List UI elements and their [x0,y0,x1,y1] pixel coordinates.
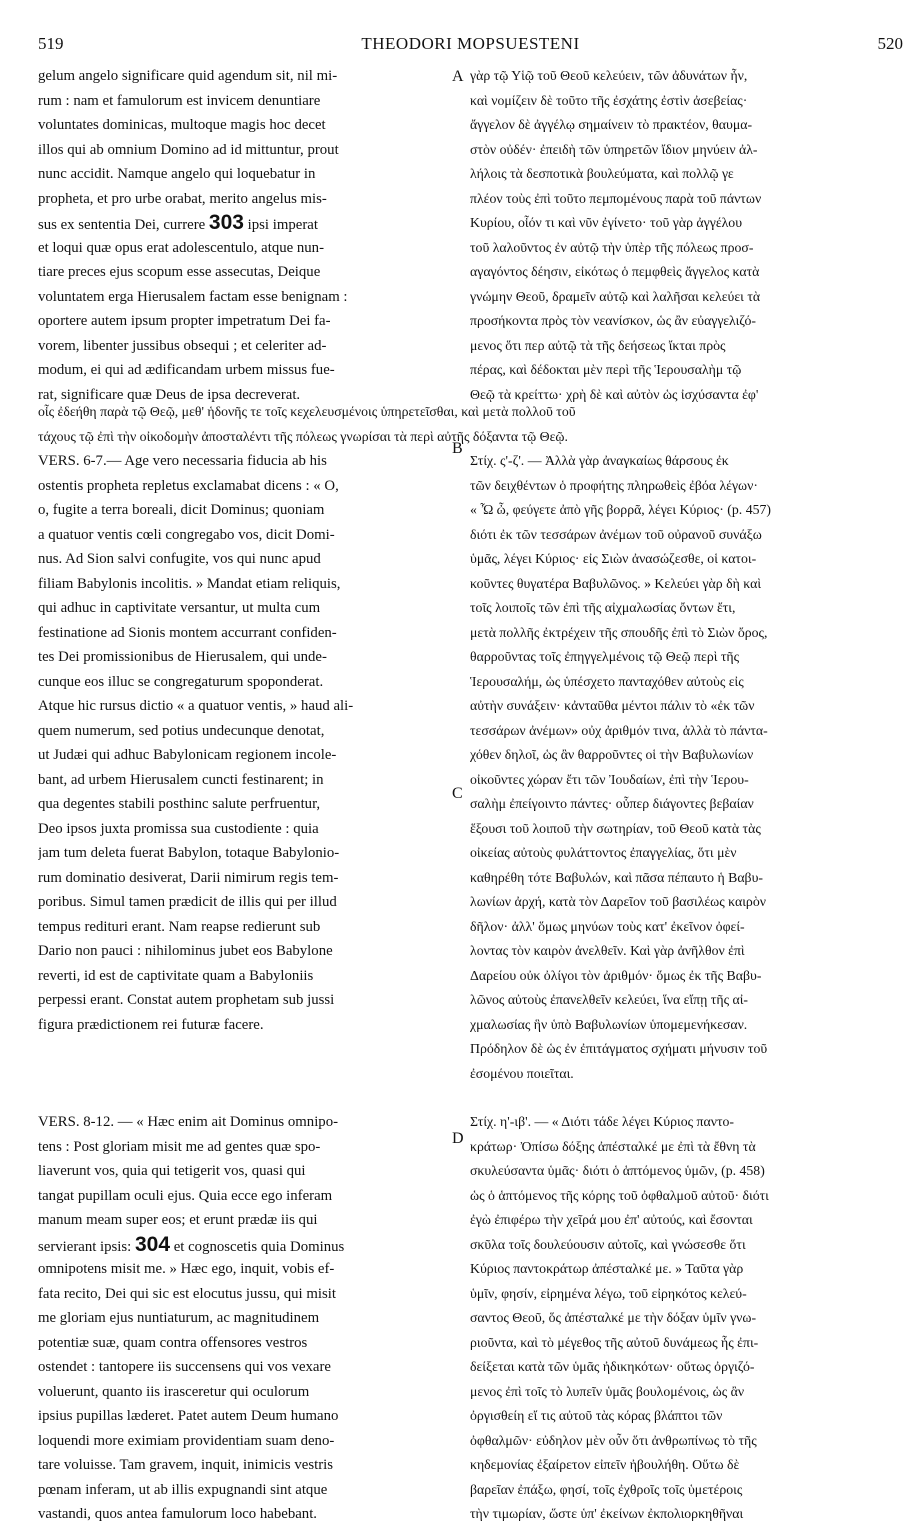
text-line: μετὰ πολλῆς ἐκτρέχειν τῆς σπουδῆς ἐπὶ τὸ Σιὼν ὄρος, [470,624,768,640]
text-line: illos qui ab omnium Domino ad id mittuntur, prout [38,141,339,158]
text-line: reverti, id est de captivitate quam a Babyloniis [38,967,314,984]
text-line: ἐγὼ ἐπιφέρω τὴν χεῖρά μου ἐπ' αὐτούς, καὶ ἔσονται [470,1212,753,1227]
latin-column-bottom [38,1110,454,1527]
text-line: τὴν τιμωρίαν, ὥστε ὑπ' ἐκείνων ἐκπολιορκηθῆναι [470,1506,744,1521]
text-line: rum : nam et famulorum est invicem denuntiare [38,92,321,109]
text-line: χόθεν δηλοῖ, ὡς ἂν θαρροῦντες οἱ τὴν Βαβυλωνίων [470,747,754,762]
text-line: VERS. 8-12. — « Hæc enim ait Dominus omnipo- [38,1114,339,1130]
text-line: μενος ὅτι περ αὐτῷ τὰ τῆς δεήσεως ἴκται πρὸς [470,337,726,353]
text-line: gelum angelo significare quid agendum sit, nil mi- [38,68,338,84]
text-line: στὸν οὐδέν· ἐπειδὴ τῶν ὑπηρετῶν ἴδιον μηνύειν ἀλ- [470,141,758,157]
text-line: τεσσάρων ἀνέμων» οὐχ ἀριθμόν τινα, ἀλλὰ τὸ πάντα- [470,722,768,738]
text-line: προσήκοντα πρὸς τὸν νεανίσκον, ὡς ἂν εὐαγγελιζό- [470,313,756,328]
text-line: ὡς ὁ ἁπτόμενος τῆς κόρης τοῦ ὀφθαλμοῦ αὐτοῦ· διότι [470,1187,769,1203]
text-line: tangat pupillam oculi ejus. Quia ecce ego inferam [38,1187,333,1204]
text-line: Στίχ. ς'-ζ'. — Ἀλλὰ γὰρ ἀναγκαίως θάρσους ἐκ [470,453,729,468]
margin-marker-c: C [452,785,463,802]
text-line: ὑμῖν, φησίν, εἰρημένα λέγω, τοῦ εἰρηκότος κελεύ- [470,1285,747,1301]
text-line: σαντος Θεοῦ, ὅς ἀπέσταλκέ με τὴν δόξαν ὑμῖν γνω- [470,1310,757,1325]
text-line: ὑμᾶς, λέγει Κύριος· εἰς Σιὼν ἀνασώζεσθε, οἱ κατοι- [470,551,757,566]
greek-column-middle [470,449,903,1086]
text-line: ὀφθαλμῶν· εὐδηλον μὲν οὖν ὅτι ἀνθρωπίνως τὸ τῆς [470,1432,757,1448]
text-segment: et cognoscetis quia Dominus [170,1238,345,1255]
text-line: ἐσομένου ποιεῖται. [470,1065,574,1081]
text-line: cunque eos illuc se congregaturum spoponderat. [38,673,324,690]
text-line: καὶ νομίζειν δὲ τοῦτο τῆς ἐσχάτης ἐστὶν ἀσεβείας· [470,92,748,108]
text-segment: sus ex sententia Dei, currere [38,217,209,233]
text-line: omnipotens misit me. » Hæc ego, inquit, vobis ef- [38,1261,335,1277]
text-line: οἷς ἐδεήθη παρὰ τῷ Θεῷ, μεθ' ἡδονῆς τε τοῖς κεχελευσμένοις ὑπηρετεῖσθαι, καὶ μετὰ πολλοῦ τοῦ [38,404,576,419]
text-line: quem numerum, sed potius undecunque denotat, [38,722,325,739]
text-line: χμαλωσίας ἣν ὑπὸ Βαβυλωνίων ὑπομεμενήκεσαν. [470,1016,748,1032]
text-line: nunc accidit. Namque angelo qui loquebatur in [38,166,316,182]
page-number-left: 519 [38,34,64,53]
text-line: voluntatem erga Hierusalem factam esse benignam : [38,288,348,305]
text-line: voluntates dominicas, multoque magis hoc decet [38,117,326,133]
text-line: αὐτὴν συνάξειν· κἀνταῦθα μέντοι πάλιν τὸ «ἐκ τῶν [470,698,755,713]
text-line: nus. Ad Sion salvi confugite, vos qui nunc apud [38,551,321,567]
text-line: Atque hic rursus dictio « a quatuor ventis, » haud ali- [38,698,354,714]
text-line: ἕξουσι τοῦ λοιποῦ τὴν σωτηρίαν, τοῦ Θεοῦ κατὰ τὰς [470,820,761,836]
text-line: Deo ipsos juxta promissa sua custodiente : quia [38,820,319,837]
text-line: tempus redituri erant. Nam reapse redierunt sub [38,918,321,935]
text-line: vorem, libenter jussibus obsequi ; et celeriter ad- [38,337,327,354]
text-line: tes Dei promissionibus de Hierusalem, qui unde- [38,649,327,665]
text-line: rum dominatio desiverat, Darii nimirum regis tem- [38,869,339,886]
text-line: λωνίων ἀρχή, κατὰ τὸν Δαρεῖον τοῦ βασιλέως καιρὸν [470,894,766,909]
text-line: tens : Post gloriam misit me ad gentes quæ spo- [38,1138,321,1155]
text-line: Στίχ. η'-ιβ'. — « Διότι τάδε λέγει Κύριος παντο- [470,1114,734,1129]
text-line: Θεῷ τὰ κρείττω· χρὴ δὲ καὶ αὐτὸν ὡς ἰσχύσαντα ἐφ' [470,386,759,402]
text-line: fata recito, Dei qui sic est elocutus jussu, qui misit [38,1285,336,1302]
text-line: pœnam inferam, ut ab illis expugnandi sint atque [38,1481,328,1498]
text-line: τοῦ λαλοῦντος ἐν αὐτῷ τὴν ὑπὲρ τῆς πόλεως προσ- [470,239,754,255]
latin-column-top [38,64,454,407]
text-line: vastandi, quos antea famulorum loco habebant. [38,1506,318,1522]
text-line: qui adhuc in captivitate versantur, ut multa cum [38,600,321,616]
text-line: figura prædictionem rei futuræ facere. [38,1016,264,1033]
text-line: bant, ad urbem Hierusalem cuncti festinarent; in [38,771,324,788]
text-line: VERS. 6-7.— Age vero necessaria fiducia ab his [38,453,327,469]
text-line: λῶνος αὐτοὺς ἐπανελθεῖν κελεύει, ἵνα εἴπῃ τῆς αἰ- [470,992,749,1007]
page-number-right: 520 [877,34,903,53]
text-line: μενος ἐπὶ τοῖς τὸ λυπεῖν ὑμᾶς βουλομένοις, ὡς ἂν [470,1383,745,1399]
text-line: potentiæ suæ, quam contra offensores vestros [38,1334,308,1351]
greek-column-bottom [470,1110,903,1527]
text-line: ipsius pupillas læderet. Patet autem Deum humano [38,1408,339,1424]
full-width-greek [38,400,903,449]
text-line: τῶν δειχθέντων ὁ προφήτης πληρωθεὶς ἐβόα λέγων· [470,477,758,493]
text-line: λήλοις τὰ δεσποτικὰ βουλεύματα, καὶ πολλῷ γε [470,166,734,181]
text-line: οἰκείας αὐτοὺς φυλάττοντος ἐπαγγελίας, ὅτι μὲν [470,845,737,860]
text-line: σκῦλα τοῖς δουλεύουσιν αὐτοῖς, καὶ γνώσεσθε ὅτι [470,1236,746,1252]
text-line: manum meam super eos; et erunt prædæ iis qui [38,1212,318,1228]
column-number: 304 [134,1232,171,1256]
text-line: Dario non pauci : nihilominus jubet eos Babylone [38,943,333,959]
text-line: Κύριος παντοκράτωρ ἀπέσταλκέ με. » Ταῦτα γὰρ [470,1261,744,1276]
text-line: τάχους τῷ ἐπὶ τὴν οἰκοδομὴν ἀποσταλέντι τῆς πόλεως γνωρίσαι τὰ περὶ αὐτῆς δόξαντα τῷ Θεῷ. [38,428,568,444]
text-line: Δαρείου οὐκ ὀλίγοι τὸν ἀριθμόν· ὅμως ἐκ τῆς Βαβυ- [470,967,762,983]
text-line: qua degentes stabili posthinc salute perfruentur, [38,796,321,812]
text-segment: servierant ipsis: [38,1238,135,1255]
text-line: propheta, et pro urbe orabat, merito angelus mis- [38,190,327,207]
text-segment: ipsi imperat [243,217,318,233]
text-line: σκυλεύσαντα ὑμᾶς· διότι ὁ ἁπτόμενος ὑμῶν, (p. 458) [470,1163,765,1178]
greek-column-top [470,64,903,407]
margin-marker-a: A [452,68,464,85]
text-line: λοντας τὸν καιρὸν ἀνελθεῖν. Καὶ γὰρ ἀνῆλθον ἐπὶ [470,943,745,958]
text-line: ut Judæi qui adhuc Babylonicam regionem incole- [38,747,337,763]
text-line: θαρροῦντας τοῖς ἐπηγγελμένοις τῷ Θεῷ περὶ τῆς [470,649,740,664]
latin-column-middle [38,449,454,1037]
text-line: jam tum deleta fuerat Babylon, totaque Babylonio- [38,845,340,861]
text-line: et loqui quæ opus erat adolescentulo, atque nun- [38,239,325,256]
text-line: κηδεμονίας ἐξαίρετον εἰπεῖν ἠβουλήθη. Οὕτω δὲ [470,1457,740,1472]
text-line: rat, significare quæ Deus de ipsa decreverat. [38,386,301,403]
text-line: σαλὴμ ἐπείγοιντο πάντες· οὗπερ διάγοντες βεβαίαν [470,796,754,811]
running-title: THEODORI MOPSUESTENI [361,34,580,53]
page-header [38,34,903,56]
text-line: γὰρ τῷ Υἱῷ τοῦ Θεοῦ κελεύειν, τῶν ἀδυνάτων ἦν, [470,68,748,83]
text-line: Πρόδηλον δὲ ὡς ἐν ἐπιτάγματος σχήματι μήνυσιν τοῦ [470,1041,768,1056]
text-line: ostendet : tantopere iis succensens qui vos vexare [38,1359,331,1375]
text-line: o, fugite a terra boreali, dicit Dominus; quoniam [38,502,325,518]
text-line: loquendi more eximiam providentiam suam deno- [38,1432,335,1449]
text-line: Ἱερουσαλήμ, ὡς ὑπέσχετο πανταχόθεν αὐτοὺς εἰς [470,673,744,689]
text-line: δείξεται κατὰ τῶν ὑμᾶς ἠδικηκότων· οὕτως ὀργιζό- [470,1359,755,1374]
text-line: ὀργισθείη εἴ τις αὐτοῦ τὰς κόρας βλάπτοι τῶν [470,1408,723,1423]
text-line: αγαγόντος δέησιν, εἰκότως ὁ πεμφθεὶς ἄγγελος κατὰ [470,264,760,279]
text-line: tiare preces ejus scopum esse assecutas, Deique [38,264,321,280]
text-line: perpessi erant. Constat autem prophetam sub jussi [38,992,335,1008]
text-line: κοῦντες θυγατέρα Βαβυλῶνος. » Κελεύει γὰρ δὴ καὶ [470,575,762,591]
column-number: 303 [208,211,244,234]
text-line: « Ὦ ὦ, φεύγετε ἀπὸ γῆς βορρᾶ, λέγει Κύριος· (p. 457) [470,502,771,517]
text-line: Κυρίου, οἷόν τι καὶ νῦν ἐγίνετο· τοῦ γὰρ ἀγγέλου [470,215,743,230]
text-line: πλέον τοὺς ἐπὶ τοῦτο πεμπομένους παρὰ τοῦ πάντων [470,190,762,206]
text-line: oportere autem ipsum propter impetratum Dei fa- [38,313,331,329]
text-line: κράτωρ· Ὀπίσω δόξης ἀπέσταλκέ με ἐπὶ τὰ ἔθνη τὰ [470,1138,756,1154]
text-line: δῆλον· ἀλλ' ὅμως μηνύων τοὺς κατ' ἐκεῖνον ὀφεί- [470,918,745,934]
text-line: γνώμην Θεοῦ, δραμεῖν αὐτῷ καὶ λαλῆσαι κελεύει τὰ [470,288,761,304]
text-line: festinatione ad Sionis montem accurrant confiden- [38,624,337,641]
margin-marker-d: D [452,1130,464,1147]
margin-marker-b: B [452,440,463,457]
text-line: βαρεῖαν ἐπάξω, φησί, τοῖς ἐχθροῖς τοῖς ὑμετέροις [470,1481,743,1497]
text-line: me gloriam ejus nuntiaturum, ac magnitudinem [38,1310,320,1326]
text-line: ριοῦντα, καὶ τὸ μέγεθος τῆς αὐτοῦ δυνάμεως ἧς ἐπι- [470,1334,759,1350]
text-line: modum, ei qui ad ædificandam urbem missus fue- [38,362,335,378]
text-line: poribus. Simul tamen prædicit de illis qui per illud [38,894,337,910]
text-line: liaverunt vos, quia qui tetigerit vos, quasi qui [38,1163,306,1179]
text-line: πέρας, καὶ δέδοκται μὲν περὶ τῆς Ἱερουσαλὴμ τῷ [470,362,742,377]
text-line [38,1233,454,1258]
text-line: tare voluisse. Tam gravem, inquit, inimicis vestris [38,1457,333,1473]
text-line: voluerunt, quanto iis irasceretur qui oculorum [38,1383,310,1400]
text-line: οἰκοῦντες χώραν ἔτι τῶν Ἰουδαίων, ἐπὶ τὴν Ἱερου- [470,771,749,787]
text-line: διότι ἐκ τῶν τεσσάρων ἀνέμων τοῦ οὐρανοῦ συνάξω [470,526,762,542]
text-line [38,211,454,236]
text-line: καθηρέθη τότε Βαβυλών, καὶ πᾶσα πέπαυτο ἡ Βαβυ- [470,869,764,885]
text-line: filiam Babylonis incolitis. » Mandat etiam reliquis, [38,575,341,592]
text-line: ostentis propheta repletus exclamabat dicens : « O, [38,477,339,494]
text-line: τοῖς λοιποῖς τῶν ἐπὶ τῆς αἰχμαλωσίας ὄντων ἔτι, [470,600,736,615]
text-line: a quatuor ventis cœli congregabo vos, dicit Domi- [38,526,335,543]
text-line: ἄγγελον δὲ ἀγγέλῳ σημαίνειν τὸ πρακτέον, θαυμα- [470,117,753,132]
